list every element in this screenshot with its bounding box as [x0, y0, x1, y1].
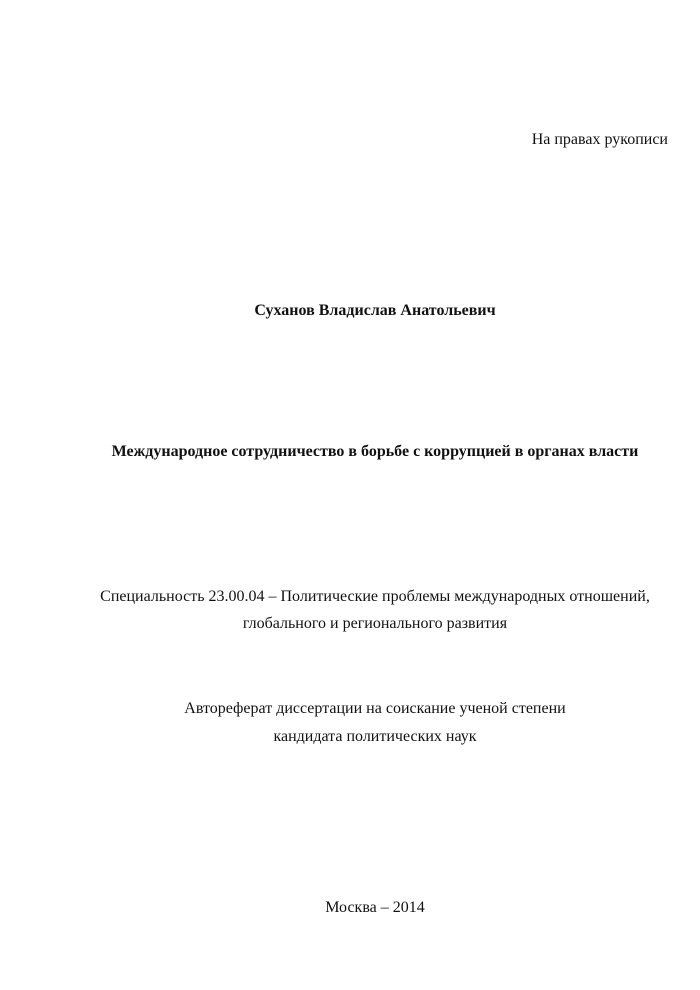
rights-note: На правах рукописи [531, 131, 668, 148]
specialty-line-1: Специальность 23.00.04 – Политические проблемы международных отношений, [100, 588, 650, 605]
abstract-line-2: кандидата политических наук [273, 728, 477, 745]
author-name: Суханов Владислав Анатольевич [254, 302, 496, 319]
abstract-line-1: Автореферат диссертации на соискание ученой степени [184, 700, 566, 717]
city-year: Москва – 2014 [325, 899, 425, 916]
thesis-title: Международное сотрудничество в борьбе с коррупцией в органах власти [111, 443, 639, 460]
specialty-line-2: глобального и регионального развития [242, 615, 508, 632]
